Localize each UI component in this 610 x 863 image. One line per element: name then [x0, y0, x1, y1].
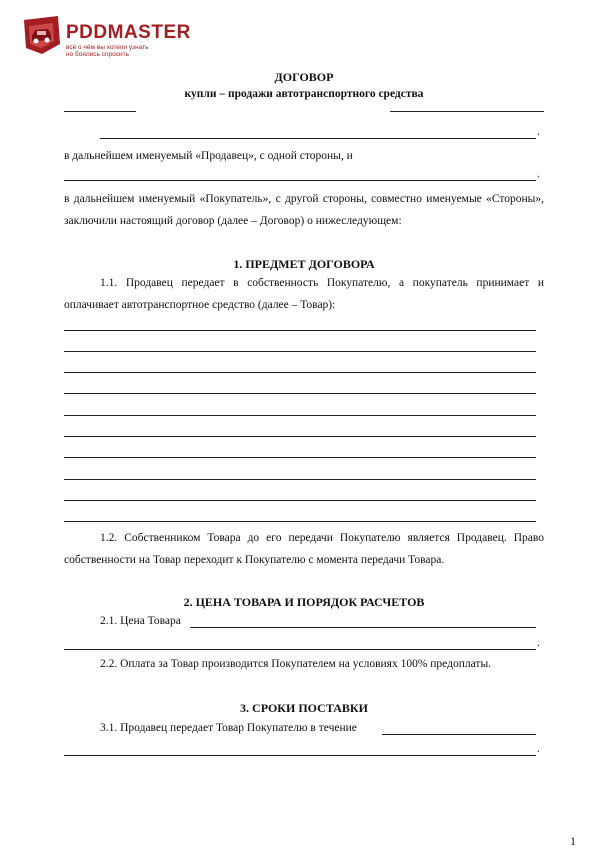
document-subtitle: купли – продажи автотранспортного средства — [184, 88, 424, 100]
buyer-line-dot: . — [537, 168, 540, 180]
delivery-term-blank-line[interactable] — [382, 734, 536, 735]
goods-description-line-2[interactable] — [64, 351, 536, 352]
goods-description-line-6[interactable] — [64, 436, 536, 437]
tagline-line-2: но боялись спросить — [66, 51, 129, 58]
place-blank-line[interactable] — [64, 111, 136, 112]
brand-name: PDDMASTER — [66, 22, 191, 43]
clause-2-1-label: 2.1. Цена Товара — [100, 615, 181, 627]
goods-description-line-10[interactable] — [64, 521, 536, 522]
goods-description-line-3[interactable] — [64, 372, 536, 373]
section-2-heading: 2. ЦЕНА ТОВАРА И ПОРЯДОК РАСЧЕТОВ — [183, 595, 425, 609]
goods-description-line-4[interactable] — [64, 393, 536, 394]
document-title: ДОГОВОР — [274, 70, 334, 84]
brand-tagline — [66, 44, 156, 58]
price-words-blank-line[interactable] — [64, 649, 536, 650]
price-blank-line[interactable] — [190, 627, 536, 628]
clause-3-1-label: 3.1. Продавец передает Товар Покупателю в течение — [100, 722, 357, 734]
seller-line-dot: . — [537, 126, 540, 138]
delivery-line-dot: . — [537, 743, 540, 755]
section-3-heading: 3. СРОКИ ПОСТАВКИ — [240, 701, 368, 715]
goods-description-line-7[interactable] — [64, 457, 536, 458]
section-1-heading: 1. ПРЕДМЕТ ДОГОВОРА — [233, 257, 375, 271]
price-line-dot: . — [537, 637, 540, 649]
page-number: 1 — [570, 834, 576, 848]
goods-description-line-8[interactable] — [64, 479, 536, 480]
goods-description-line-9[interactable] — [64, 500, 536, 501]
clause-1-1: 1.1. Продавец передает в собственность Покупателю, а покупатель принимает и оплачивает автотранспортное средство (далее – Товар): — [64, 277, 544, 311]
pddmaster-logo — [20, 14, 62, 56]
buyer-designation-text: в дальнейшем именуемый «Покупатель», с другой стороны, совместно именуемые «Стороны», заключили настоящий договор (далее – Договор) о нижеследующем: — [64, 193, 544, 227]
date-blank-line[interactable] — [390, 111, 544, 112]
goods-description-line-1[interactable] — [64, 330, 536, 331]
clause-2-2: 2.2. Оплата за Товар производится Покупателем на условиях 100% предоплаты. — [100, 658, 492, 670]
buyer-name-blank-line[interactable] — [64, 180, 536, 181]
seller-designation-text: в дальнейшем именуемый «Продавец», с одной стороны, и — [64, 150, 353, 162]
car-shield-icon — [20, 14, 62, 56]
goods-description-line-5[interactable] — [64, 415, 536, 416]
seller-name-blank-line[interactable] — [100, 138, 536, 139]
tagline-line-1: всё о чём вы хотели узнать — [66, 44, 149, 51]
clause-1-2: 1.2. Собственником Товара до его передачи Покупателю является Продавец. Право собственности на Товар переходит к Покупателю с момента передачи Товара. — [64, 532, 544, 566]
delivery-term-continuation-line[interactable] — [64, 755, 536, 756]
